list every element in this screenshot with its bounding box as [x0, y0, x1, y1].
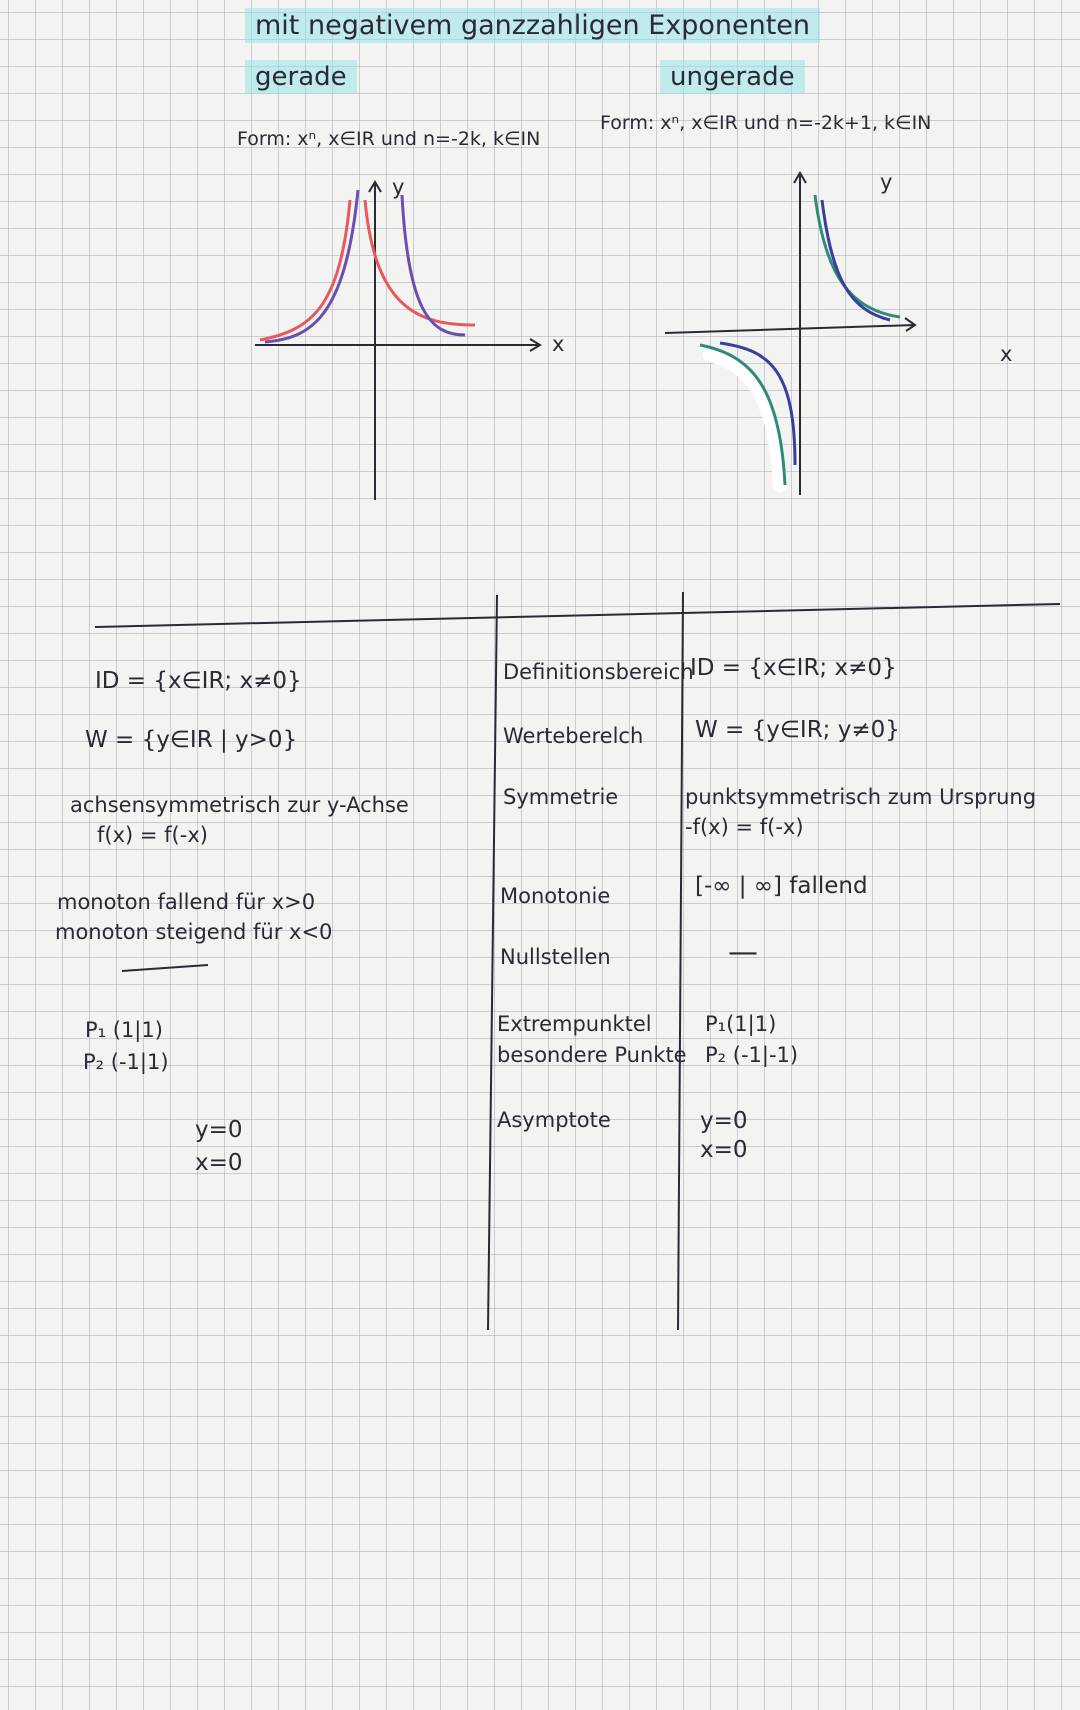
even-point-2: P₂ (-1|1) [83, 1050, 169, 1074]
even-range: W = {y∈IR | y>0} [85, 727, 298, 753]
even-asymptote-1: y=0 [195, 1117, 243, 1143]
even-form: Form: xⁿ, x∈IR und n=-2k, k∈IN [237, 128, 541, 150]
table-divider-right [678, 592, 683, 1330]
odd-definition: ID = {x∈IR; x≠0} [690, 655, 897, 681]
property-definition: Definitionsbereich [503, 660, 694, 684]
odd-label-text: ungerade [660, 60, 805, 94]
odd-symmetry: punktsymmetrisch zum Ursprung [685, 785, 1037, 809]
even-symmetry: achsensymmetrisch zur y-Achse [70, 793, 409, 817]
odd-symmetry-formula: -f(x) = f(-x) [685, 815, 804, 839]
even-point-1: P₁ (1|1) [85, 1018, 163, 1042]
even-label-text: gerade [245, 60, 357, 94]
even-axis-y-label: y [392, 175, 405, 199]
property-special-points: besondere Punkte [497, 1043, 687, 1067]
even-asymptote-2: x=0 [195, 1150, 243, 1176]
odd-point-1: P₁(1|1) [705, 1012, 777, 1036]
even-symmetry-formula: f(x) = f(-x) [97, 823, 208, 847]
odd-asymptote-1: y=0 [700, 1108, 748, 1134]
odd-zeros: — [728, 935, 758, 970]
odd-point-2: P₂ (-1|-1) [705, 1043, 799, 1067]
property-zeros: Nullstellen [500, 945, 611, 969]
even-monotony-2: monoton steigend für x<0 [55, 920, 333, 944]
even-monotony-underline [120, 963, 210, 973]
property-range: Werteberelch [503, 724, 644, 748]
even-monotony-1: monoton fallend für x>0 [57, 890, 316, 914]
odd-axis-y-label: y [880, 170, 893, 194]
odd-monotony: [-∞ | ∞] fallend [695, 873, 868, 899]
odd-range: W = {y∈IR; y≠0} [695, 717, 900, 743]
property-monotony: Monotonie [500, 884, 611, 908]
odd-form: Form: xⁿ, x∈IR und n=-2k+1, k∈IN [600, 112, 932, 134]
even-definition: ID = {x∈IR; x≠0} [95, 668, 302, 694]
property-asymptote: Asymptote [497, 1108, 611, 1132]
table-divider-left [488, 595, 497, 1330]
even-axis-x-label: x [552, 332, 565, 356]
page-title-text: mit negativem ganzzahligen Exponenten [245, 8, 820, 43]
property-symmetry: Symmetrie [503, 785, 619, 809]
odd-asymptote-2: x=0 [700, 1137, 748, 1163]
property-extrema: Extrempunktel [497, 1012, 652, 1036]
odd-axis-x-label: x [1000, 342, 1013, 366]
table-top-line [95, 604, 1060, 627]
